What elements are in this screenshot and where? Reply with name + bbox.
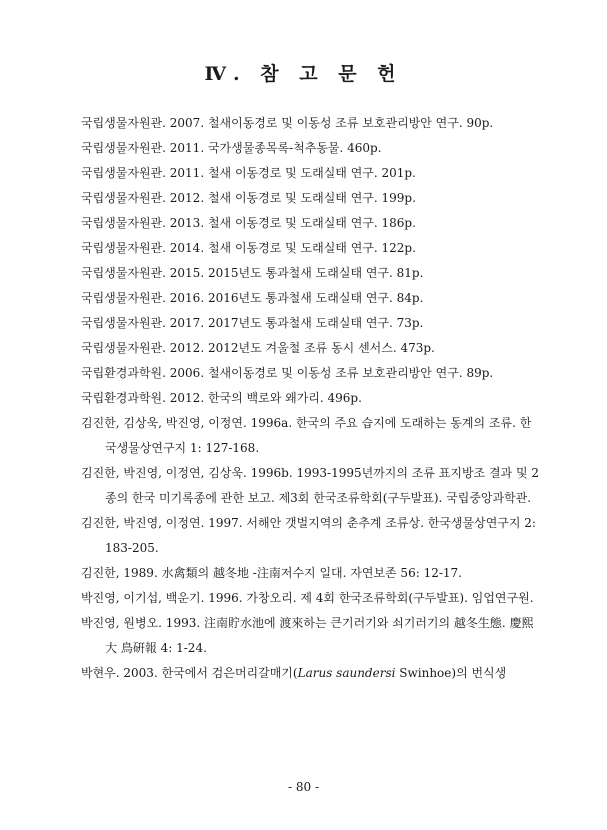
- reference-entry: 국립생물자원관. 2017. 2017년도 통과철새 도래실태 연구. 73p.: [81, 316, 424, 330]
- reference-text: Swinhoe)의 번식생: [395, 666, 507, 680]
- page-title: Ⅳ. 참 고 문 헌: [204, 63, 403, 85]
- reference-entry: 김진한, 박진영, 이정연, 김상욱. 1996b. 1993-1995년까지의 조류 표지방조 결과 및 2종의 한국 미기록종에 관한 보고. 제3회 한국조류학회(구두발표). 국립중앙과학관.: [81, 466, 540, 505]
- reference-entry: 박진영, 이기섭, 백운기. 1996. 가창오리. 제 4회 한국조류학회(구두발표). 임업연구원.: [81, 591, 534, 605]
- reference-entry: 국립생물자원관. 2007. 철새이동경로 및 이동성 조류 보호관리방안 연구. 90p.: [81, 116, 494, 130]
- species-name: Larus saundersi: [297, 666, 396, 680]
- reference-entry: 국립생물자원관. 2014. 철새 이동경로 및 도래실태 연구. 122p.: [81, 241, 416, 255]
- reference-entry: 국립생물자원관. 2012. 철새 이동경로 및 도래실태 연구. 199p.: [81, 191, 416, 205]
- reference-list: [81, 111, 541, 686]
- reference-entry: 국립환경과학원. 2012. 한국의 백로와 왜가리. 496p.: [81, 391, 362, 405]
- reference-entry: 국립환경과학원. 2006. 철새이동경로 및 이동성 조류 보호관리방안 연구. 89p.: [81, 366, 494, 380]
- reference-entry: 김진한, 박진영, 이정연. 1997. 서해안 갯벌지역의 춘추계 조류상. 한국생물상연구지 2: 183-205.: [81, 516, 536, 555]
- reference-entry-last: [81, 661, 541, 686]
- reference-entry: 국립생물자원관. 2015. 2015년도 통과철새 도래실태 연구. 81p.: [81, 266, 424, 280]
- reference-text: 박현우. 2003. 한국에서 검은머리갈매기(: [81, 666, 298, 680]
- reference-entry: 김진한, 1989. 水禽類의 越冬地 -注南저수지 일대. 자연보존 56: 12-17.: [81, 566, 462, 580]
- reference-entry: 김진한, 김상욱, 박진영, 이정연. 1996a. 한국의 주요 습지에 도래하는 동계의 조류. 한국생물상연구지 1: 127-168.: [81, 416, 532, 455]
- reference-entry: 박진영, 원병오. 1993. 注南貯水池에 渡來하는 큰기러기와 쇠기러기의 越冬生態. 慶熙大 鳥硏報 4: 1-24.: [81, 616, 534, 655]
- reference-entry: 국립생물자원관. 2011. 철새 이동경로 및 도래실태 연구. 201p.: [81, 166, 416, 180]
- reference-entry: 국립생물자원관. 2016. 2016년도 통과철새 도래실태 연구. 84p.: [81, 291, 424, 305]
- reference-entry: 국립생물자원관. 2012. 2012년도 겨울철 조류 동시 센서스. 473p.: [81, 341, 435, 355]
- reference-entry: 국립생물자원관. 2013. 철새 이동경로 및 도래실태 연구. 186p.: [81, 216, 416, 230]
- reference-entry: 국립생물자원관. 2011. 국가생물종목록-척추동물. 460p.: [81, 141, 382, 155]
- page-number: - 80 -: [287, 780, 319, 794]
